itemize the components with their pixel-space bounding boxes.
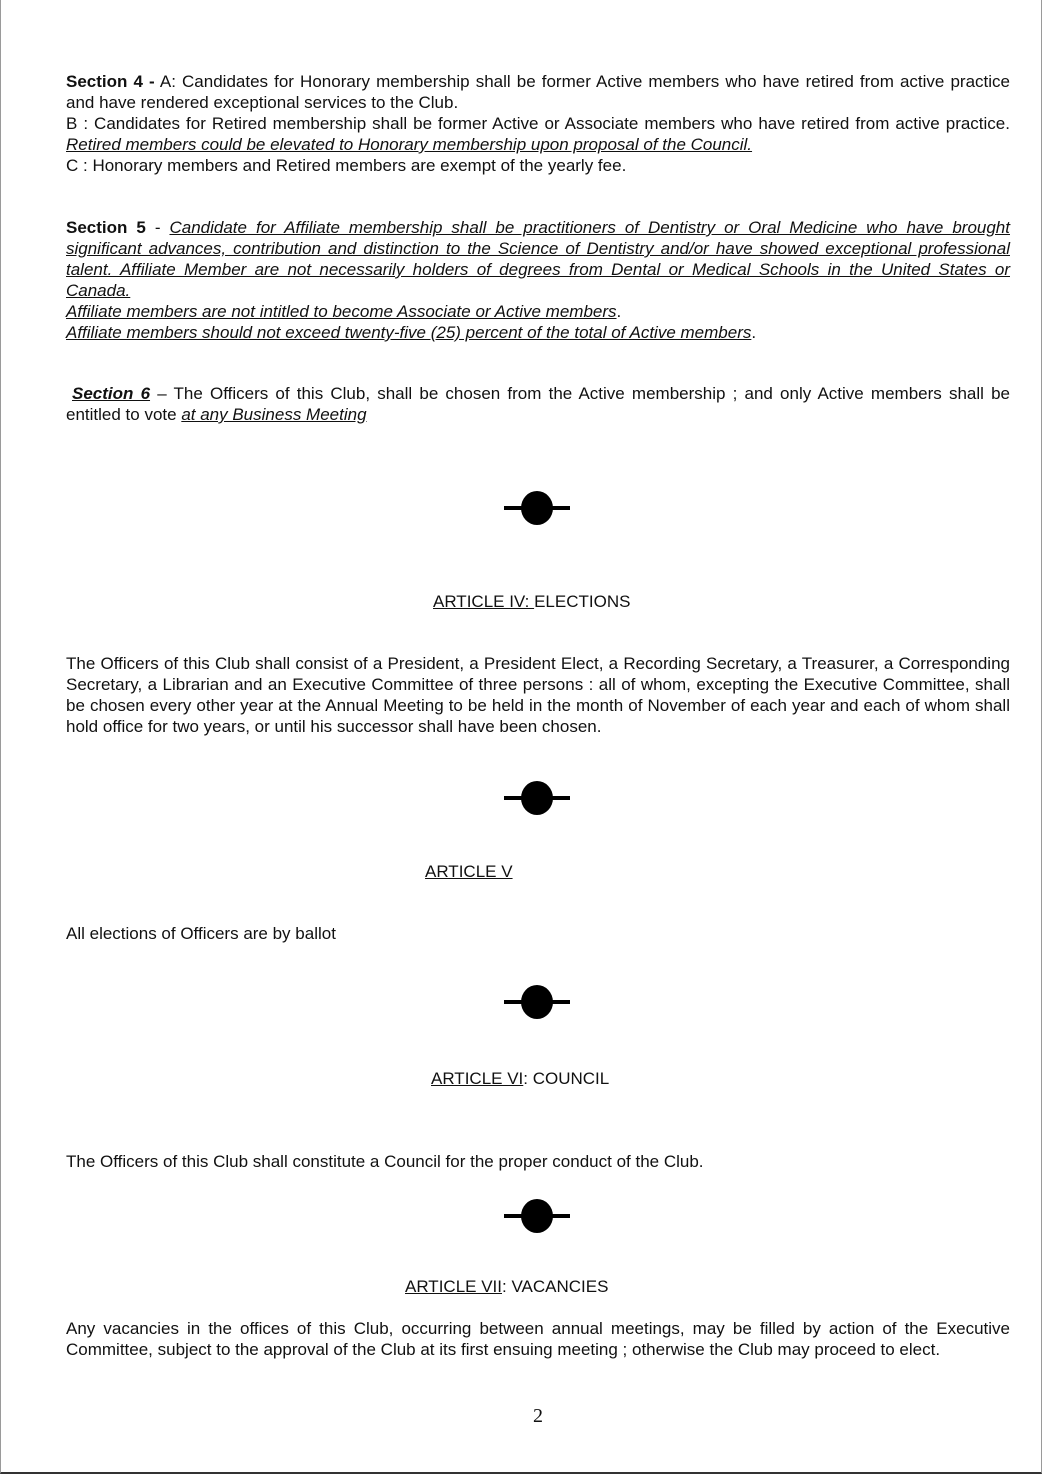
section-4-part-a [66,71,1010,113]
section-4-a-text: A: Candidates for Honorary membership shall be former Active members who have retired from active practice and have rendered exceptional services to the Club. [66,72,1010,112]
section-6-underlined: at any Business Meeting [181,405,367,424]
section-4 [66,71,1010,176]
section-5-line-2: Affiliate members are not intitled to become Associate or Active members. [66,302,622,321]
article-7-text: Any vacancies in the offices of this Club, occurring between annual meetings, may be filled by action of the Executive Committee, subject to the approval of the Club at its first ensuing meeting ; otherwise the Club may proceed to elect. [66,1319,1010,1359]
section-5-label: Section 5 [66,218,146,237]
section-4-b-text: B : Candidates for Retired membership shall be former Active or Associate members who have retired from active practice. [66,114,1010,133]
section-4-part-b [66,113,1010,155]
page-number: 2 [533,1405,543,1427]
section-5-dash: - [145,218,170,237]
section-divider-ornament-icon [504,985,570,1019]
section-4-part-c: C : Honorary members and Retired members are exempt of the yearly fee. [66,156,627,175]
section-divider-ornament-icon [504,1199,570,1233]
section-4-b-underlined: Retired members could be elevated to Honorary membership upon proposal of the Council. [66,135,753,154]
article-5-text: All elections of Officers are by ballot [66,924,336,943]
article-4-heading: ARTICLE IV: ELECTIONS [433,592,631,611]
article-7-heading: ARTICLE VII: VACANCIES [405,1277,609,1296]
section-6 [66,383,1010,425]
section-5 [66,217,1010,343]
article-6-heading: ARTICLE VI: COUNCIL [431,1069,610,1088]
section-5-line-3: Affiliate members should not exceed twenty-five (25) percent of the total of Active members. [66,323,757,342]
section-6-text: – The Officers of this Club, shall be chosen from the Active membership ; and only Active members shall be entitled to vote [66,384,1010,424]
article-6-text: The Officers of this Club shall constitute a Council for the proper conduct of the Club. [66,1152,704,1171]
section-5-main [66,217,1010,301]
section-6-label: Section 6 [72,384,151,403]
section-divider-ornament-icon [504,491,570,525]
section-divider-ornament-icon [504,781,570,815]
section-5-text: Candidate for Affiliate membership shall be practitioners of Dentistry or Oral Medicine who have brought significant advances, contribution and distinction to the Science of Dentistry and/or have showed exceptional professional talent. Affiliate Member are not necessarily holders of degrees from Dental or Medical Schools in the United States or Canada. [66,218,1010,300]
article-5-heading: ARTICLE V [425,862,513,881]
article-4-text: The Officers of this Club shall consist of a President, a President Elect, a Recording Secretary, a Treasurer, a Corresponding Secretary, a Librarian and an Executive Committee of three persons : all of whom, excepting the Executive Committee, shall be chosen every other year at the Annual Meeting to be held in the month of November of each year and each of whom shall hold office for two years, or until his successor shall have been chosen. [66,654,1010,736]
section-4-label: Section 4 - [66,72,155,91]
